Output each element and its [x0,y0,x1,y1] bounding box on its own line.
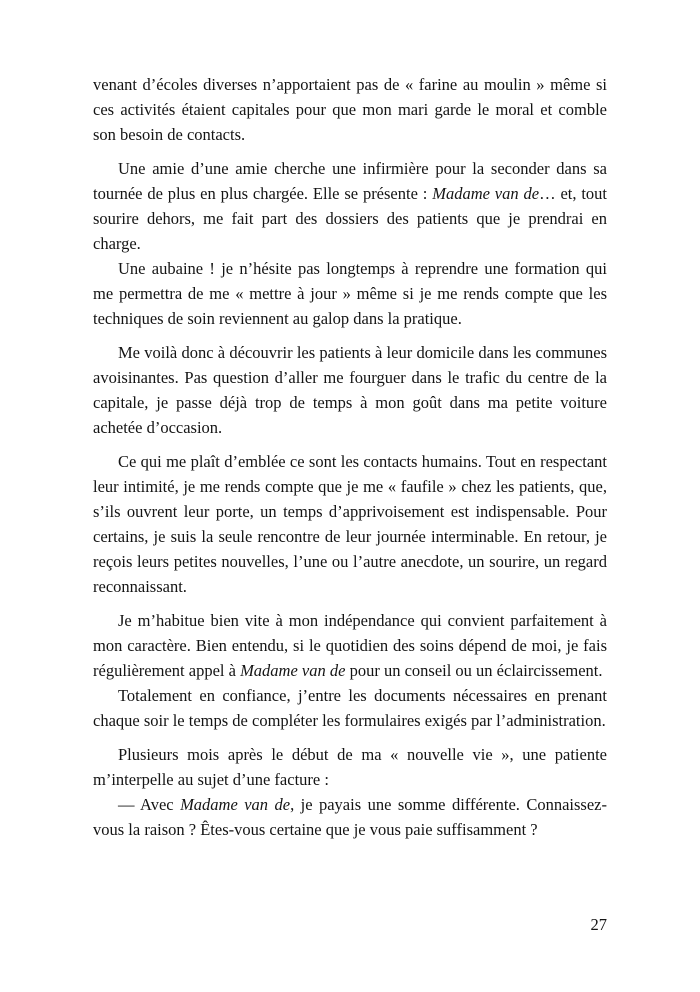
text-run: … et, tout sourire dehors, me fait part des dossiers des patients que je prendrai en charge. [93,184,607,253]
text-run-italic-madame-van-de: Madame van de [240,661,346,680]
paragraph [93,156,607,256]
paragraph [93,608,607,683]
page-number: 27 [590,915,607,934]
text-run: — Avec [118,795,181,814]
paragraph: Totalement en confiance, j’entre les documents nécessaires en prenant chaque soir le temps de compléter les formulaires exigés par l’administration. [93,686,607,730]
text-run-italic-madame-van-de: Madame van de [180,795,291,814]
paragraph: Ce qui me plaît d’emblée ce sont les contacts humains. Tout en respectant leur intimité, je me rends compte que je me « faufile » chez les patients, que, s’ils ouvrent leur porte, un temps d’apprivoisement est indispensable. Pour certains, je suis la seule rencontre de leur journée interminable. En retour, je reçois leurs petites nouvelles, l’une ou l’autre anecdote, un sourire, un regard reconnaissant. [93,452,607,596]
text-run: Une amie d’une amie cherche une infirmière pour la seconder dans sa tournée de plus en plus chargée. Elle se présente : [93,159,607,203]
text-run: pour un conseil ou un éclaircissement. [345,661,603,680]
text-run-italic-madame-van-de: Madame van de [432,184,540,203]
paragraph: Plusieurs mois après le début de ma « nouvelle vie », une patiente m’interpelle au sujet d’une facture : [93,745,607,789]
text-run: Je m’habitue bien vite à mon indépendance qui convient parfaitement à mon caractère. Bien entendu, si le quotidien des soins dépend de moi, je fais régulièrement appel à [93,611,607,680]
paragraph-dialogue [93,792,607,842]
paragraph: Me voilà donc à découvrir les patients à leur domicile dans les communes avoisinantes. Pas question d’aller me fourguer dans le trafic du centre de la capitale, je passe déjà trop de temps à mon goût dans ma petite voiture achetée d’occasion. [93,343,607,437]
book-page-text [93,72,607,842]
paragraph-continuation: venant d’écoles diverses n’apportaient pas de « farine au moulin » même si ces activités étaient capitales pour que mon mari garde le moral et comble son besoin de contacts. [93,75,607,144]
text-run: , je payais une somme différente. Connaissez-vous la raison ? Êtes-vous certaine que je vous paie suffisamment ? [93,795,607,839]
paragraph: Une aubaine ! je n’hésite pas longtemps à reprendre une formation qui me permettra de me « mettre à jour » même si je me rends compte que les techniques de soin reviennent au galop dans la pratique. [93,259,607,328]
